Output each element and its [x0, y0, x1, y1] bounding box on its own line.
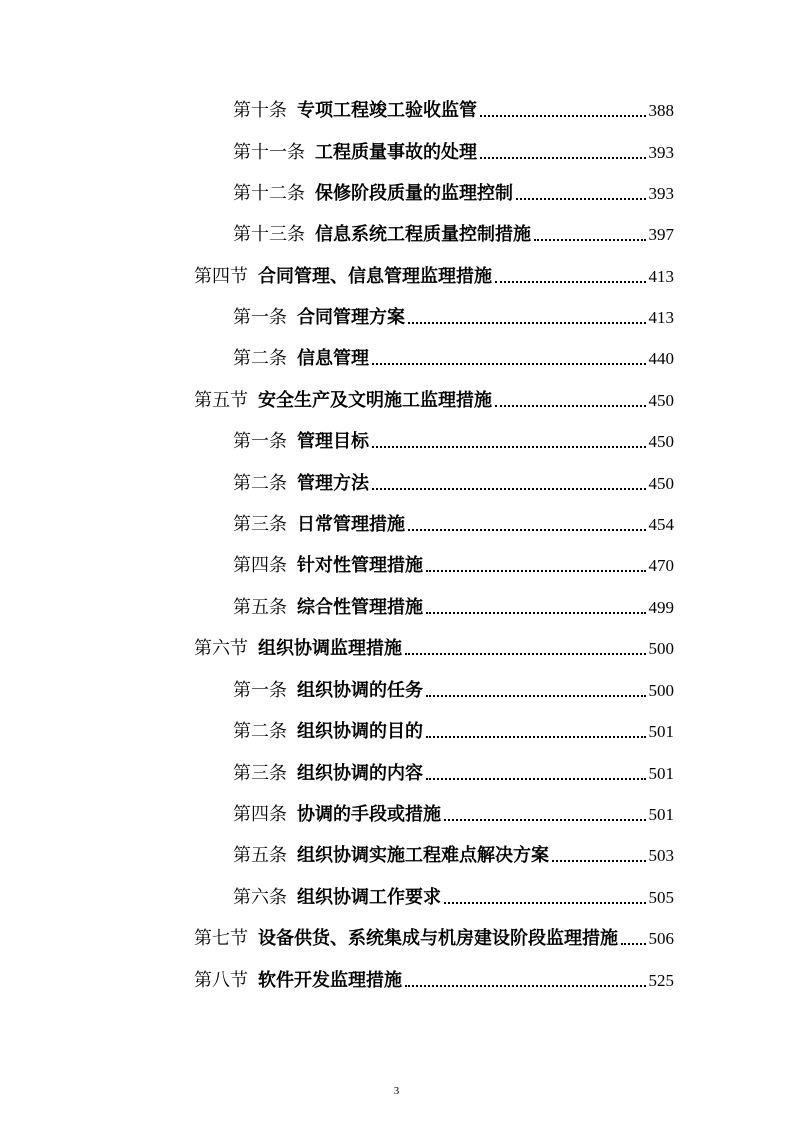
toc-entry-title: 协调的手段或措施 — [297, 804, 441, 825]
toc-entry-number: 第八节 — [194, 970, 248, 991]
toc-entry-number: 第六条 — [233, 887, 287, 908]
toc-entry — [233, 216, 674, 246]
toc-entry-number: 第二条 — [233, 348, 287, 369]
toc-entry — [233, 879, 674, 909]
toc-entry-title: 组织协调的内容 — [297, 763, 423, 784]
toc-entry-title: 设备供货、系统集成与机房建设阶段监理措施 — [258, 928, 618, 949]
toc-entry-title: 合同管理、信息管理监理措施 — [258, 266, 492, 287]
toc-entry-page: 470 — [648, 556, 674, 575]
dot-leader — [495, 281, 646, 283]
toc-entry-number: 第四条 — [233, 804, 287, 825]
toc-entry — [233, 92, 674, 122]
toc-entry-number: 第十二条 — [233, 183, 305, 204]
toc-entry-number: 第十一条 — [233, 142, 305, 163]
toc-entry — [233, 299, 674, 329]
toc-entry-number: 第三条 — [233, 763, 287, 784]
toc-entry-number: 第一条 — [233, 307, 287, 328]
toc-entry — [194, 258, 674, 288]
toc-entry-page: 393 — [648, 143, 674, 162]
toc-entry-number: 第七节 — [194, 928, 248, 949]
toc-entry-title: 信息系统工程质量控制措施 — [315, 224, 531, 245]
toc-entry-page: 501 — [648, 805, 674, 824]
toc-entry-number: 第四节 — [194, 266, 248, 287]
toc-entry-page: 450 — [648, 391, 674, 410]
toc-entry — [233, 340, 674, 370]
dot-leader — [372, 363, 646, 365]
toc-entry — [233, 672, 674, 702]
toc-entry-number: 第二条 — [233, 473, 287, 494]
toc-entry-page: 413 — [648, 267, 674, 286]
dot-leader — [480, 157, 646, 159]
dot-leader — [444, 902, 646, 904]
toc-entry — [233, 134, 674, 164]
dot-leader — [405, 653, 646, 655]
dot-leader — [372, 446, 646, 448]
toc-entry-title: 针对性管理措施 — [297, 555, 423, 576]
toc-entry-title: 保修阶段质量的监理控制 — [315, 183, 513, 204]
toc-entry-title: 软件开发监理措施 — [258, 970, 402, 991]
toc-entry-page: 506 — [648, 929, 674, 948]
toc-entry — [233, 755, 674, 785]
toc-entry-page: 450 — [648, 432, 674, 451]
toc-entry-number: 第六节 — [194, 638, 248, 659]
toc-entry-page: 397 — [648, 225, 674, 244]
toc-entry-number: 第四条 — [233, 555, 287, 576]
dot-leader — [426, 736, 646, 738]
dot-leader — [372, 488, 646, 490]
toc-entry-title: 安全生产及文明施工监理措施 — [258, 390, 492, 411]
toc-entry-title: 组织协调监理措施 — [258, 638, 402, 659]
toc-entry-page: 440 — [648, 349, 674, 368]
toc-entry-title: 组织协调的任务 — [297, 680, 423, 701]
toc-entry — [233, 547, 674, 577]
toc-entry-page: 501 — [648, 764, 674, 783]
toc-entry-page: 388 — [648, 101, 674, 120]
toc-entry — [233, 465, 674, 495]
dot-leader — [405, 985, 646, 987]
toc-entry-number: 第五条 — [233, 845, 287, 866]
dot-leader — [408, 322, 646, 324]
dot-leader — [444, 819, 646, 821]
dot-leader — [495, 405, 646, 407]
dot-leader — [426, 695, 646, 697]
toc-entry — [233, 506, 674, 536]
toc-entry-number: 第一条 — [233, 431, 287, 452]
toc-entry-number: 第十条 — [233, 100, 287, 121]
dot-leader — [426, 612, 646, 614]
toc-entry-number: 第一条 — [233, 680, 287, 701]
toc-entry-page: 503 — [648, 846, 674, 865]
dot-leader — [408, 529, 646, 531]
toc-entry — [194, 382, 674, 412]
toc-entry-page: 450 — [648, 474, 674, 493]
toc-entry — [233, 175, 674, 205]
toc-entry-page: 499 — [648, 598, 674, 617]
toc-entry-title: 专项工程竣工验收监管 — [297, 100, 477, 121]
toc-entry-page: 500 — [648, 639, 674, 658]
toc-entry-page: 393 — [648, 184, 674, 203]
toc-entry-number: 第五节 — [194, 390, 248, 411]
toc-entry-number: 第三条 — [233, 514, 287, 535]
dot-leader — [621, 943, 646, 945]
toc-entry — [233, 796, 674, 826]
toc-entry-title: 组织协调实施工程难点解决方案 — [297, 845, 549, 866]
toc-entry-page: 454 — [648, 515, 674, 534]
dot-leader — [516, 198, 646, 200]
page-number: 3 — [393, 1085, 400, 1097]
dot-leader — [426, 778, 646, 780]
toc-entry-number: 第十三条 — [233, 224, 305, 245]
toc-entry-title: 管理方法 — [297, 473, 369, 494]
toc-entry-page: 501 — [648, 722, 674, 741]
toc-entry-page: 413 — [648, 308, 674, 327]
toc-entry — [233, 837, 674, 867]
toc-entry — [233, 713, 674, 743]
toc-entry-title: 组织协调工作要求 — [297, 887, 441, 908]
dot-leader — [426, 570, 646, 572]
toc-entry-title: 管理目标 — [297, 431, 369, 452]
toc-entry-title: 工程质量事故的处理 — [315, 142, 477, 163]
toc-entry-page: 500 — [648, 681, 674, 700]
toc-entry — [194, 630, 674, 660]
toc-entry-title: 信息管理 — [297, 348, 369, 369]
dot-leader — [534, 239, 646, 241]
toc-entry — [194, 920, 674, 950]
toc-entry — [233, 423, 674, 453]
toc-entry-title: 综合性管理措施 — [297, 597, 423, 618]
toc-entry — [194, 962, 674, 992]
toc-entry-number: 第二条 — [233, 721, 287, 742]
toc-entry-page: 505 — [648, 888, 674, 907]
toc-entry-title: 日常管理措施 — [297, 514, 405, 535]
toc-entry — [233, 589, 674, 619]
toc-entry-page: 525 — [648, 971, 674, 990]
dot-leader — [480, 115, 646, 117]
toc-entry-number: 第五条 — [233, 597, 287, 618]
dot-leader — [552, 860, 646, 862]
toc-entry-title: 组织协调的目的 — [297, 721, 423, 742]
toc-entry-title: 合同管理方案 — [297, 307, 405, 328]
